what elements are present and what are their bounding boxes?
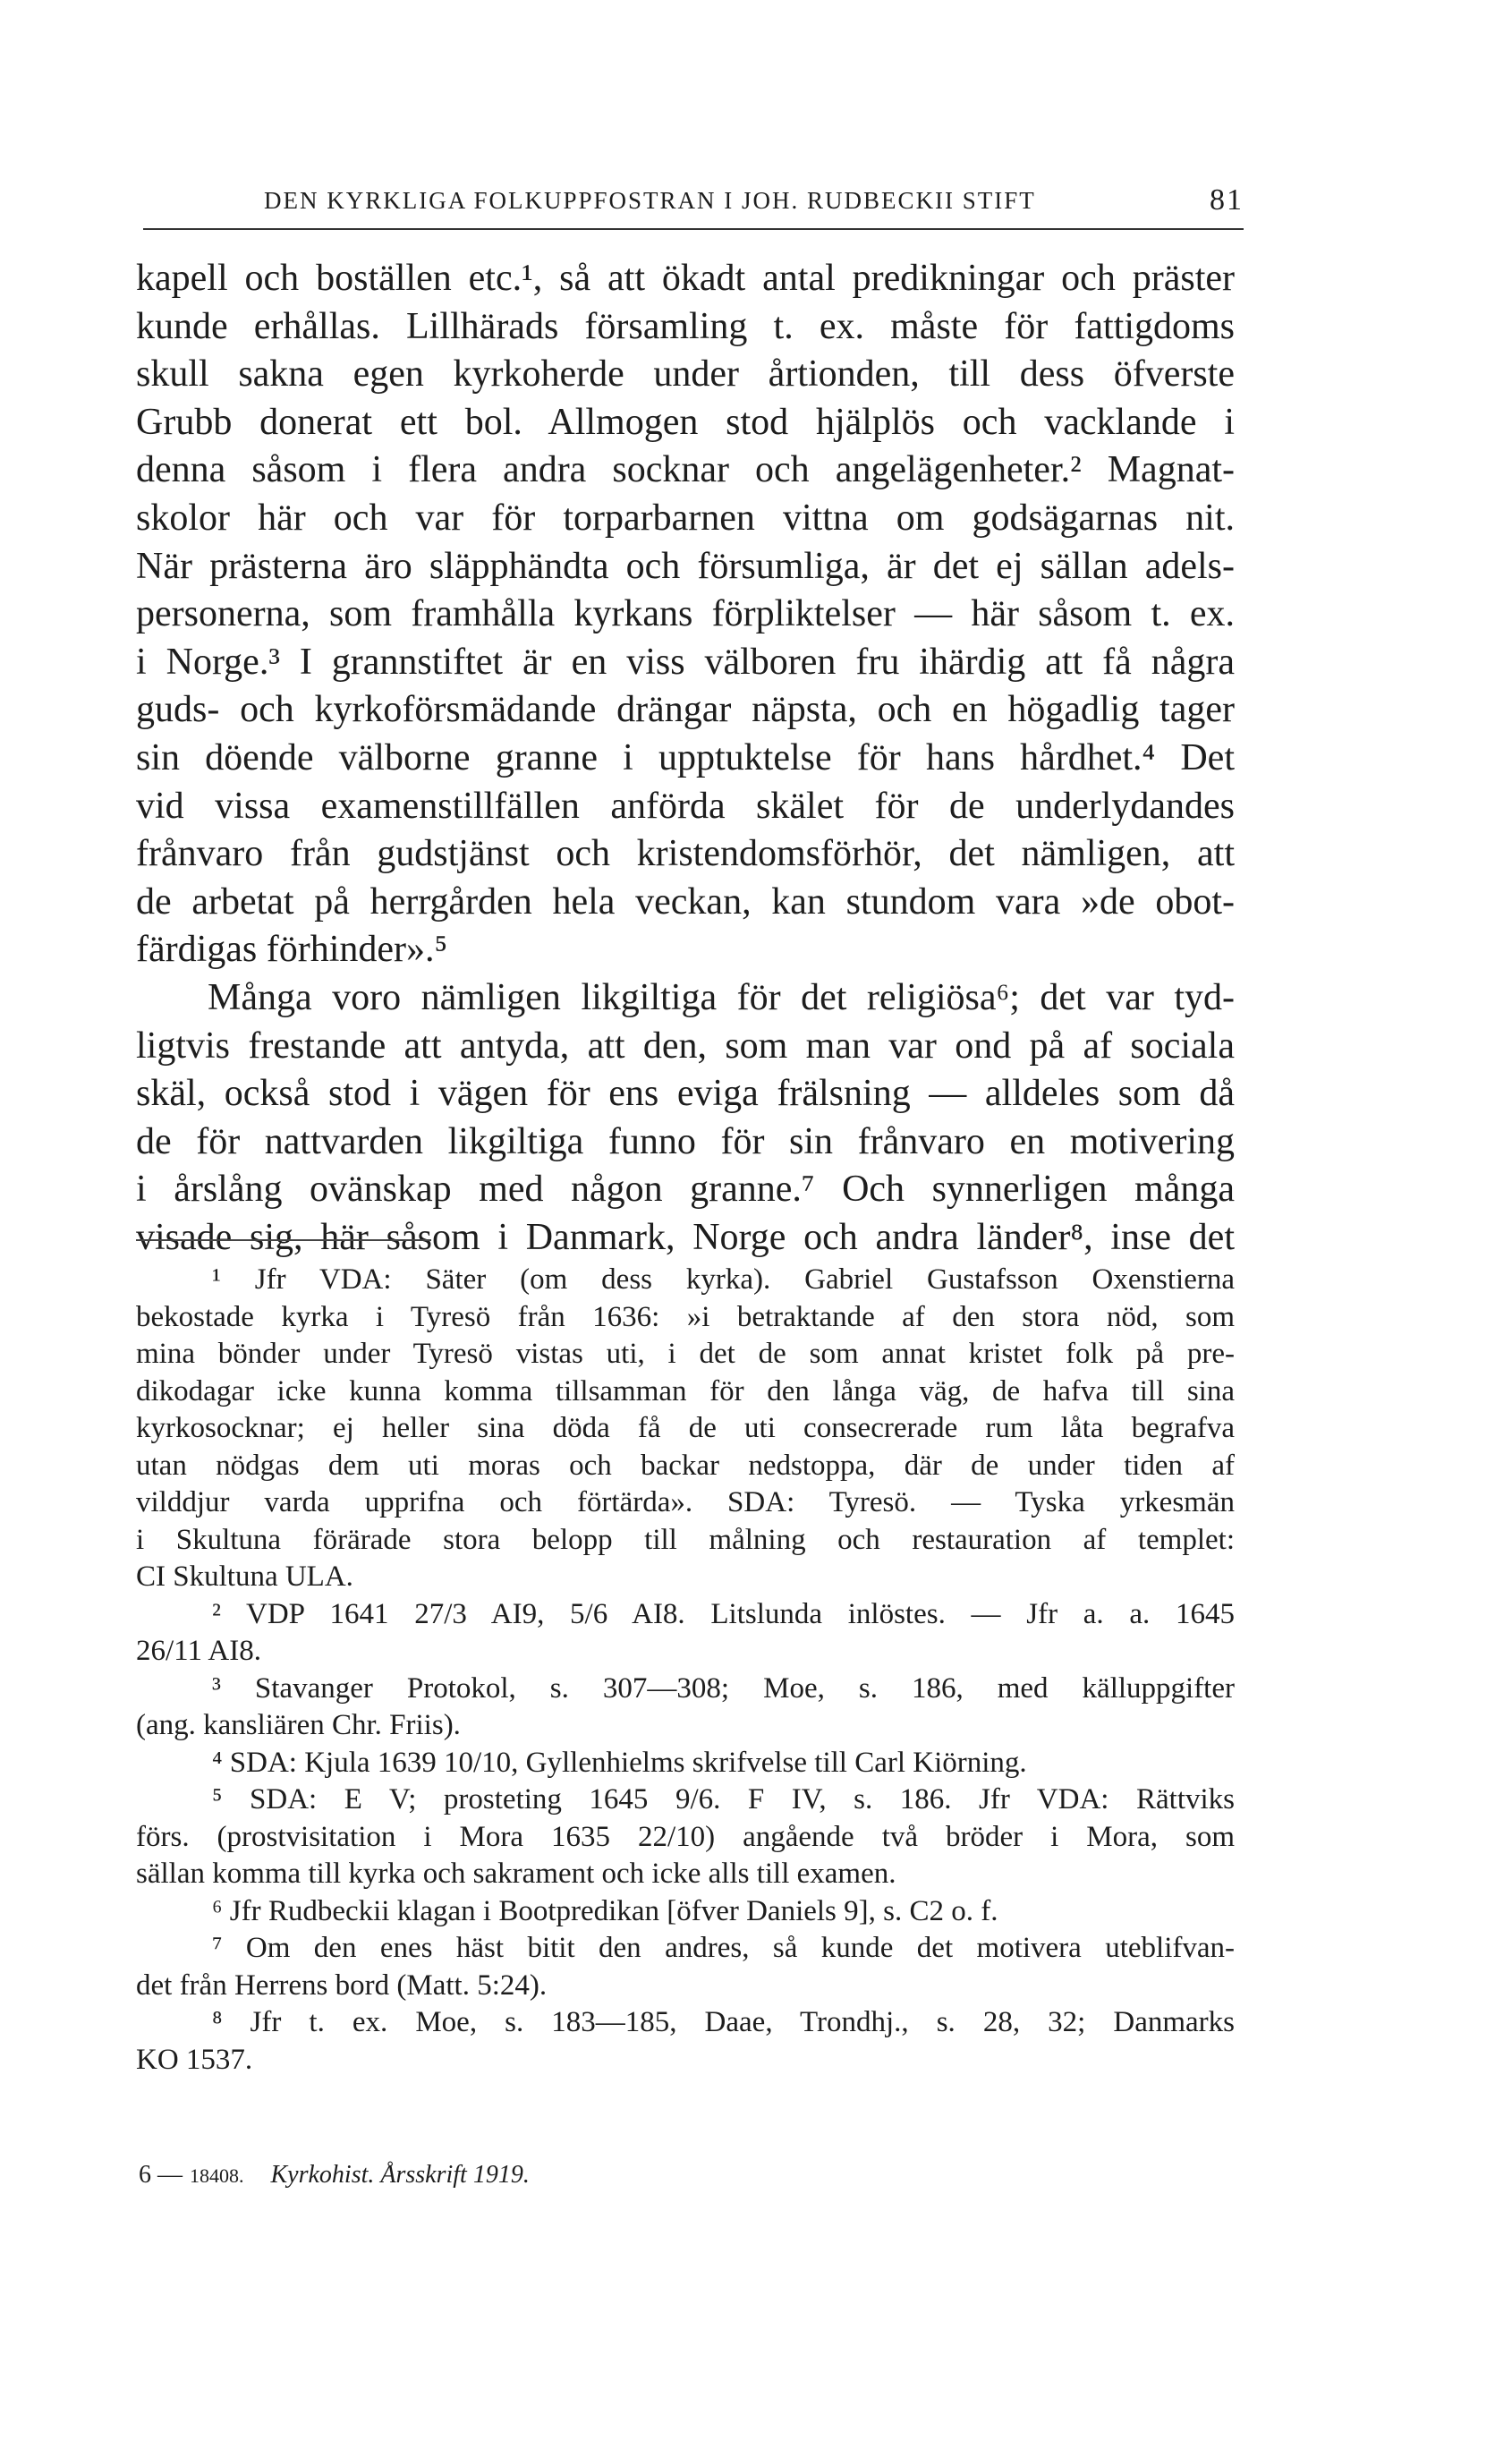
- footnote-line: ⁴ SDA: Kjula 1639 10/10, Gyllenhielms skrifvelse till Carl Kiörning.: [212, 1746, 1027, 1779]
- page-number: 81: [1210, 183, 1244, 217]
- body-line: visade sig, här såsom i Danmark, Norge och andra länder⁸, inse det: [136, 1216, 1235, 1258]
- body-line: kunde erhållas. Lillhärads församling t. ex. måste för fattigdoms: [136, 305, 1235, 347]
- body-line: vid vissa examenstillfällen anförda skälet för de underlydandes: [136, 785, 1235, 827]
- body-line: skull sakna egen kyrkoherde under årtionden, till dess öfverste: [136, 353, 1235, 395]
- journal-title: Kyrkohist. Årsskrift 1919.: [270, 2161, 530, 2189]
- footnote-line: förs. (prostvisitation i Mora 1635 22/10) angående två bröder i Mora, som: [136, 1820, 1235, 1853]
- footnote-line: (ang. kansliären Chr. Friis).: [136, 1709, 461, 1741]
- page-footer: [139, 2161, 530, 2190]
- body-line: frånvaro från gudstjänst och kristendomsförhör, det nämligen, att: [136, 833, 1235, 875]
- body-line: Grubb donerat ett bol. Allmogen stod hjälplös och vacklande i: [136, 401, 1235, 443]
- body-line: Många voro nämligen likgiltiga för det religiösa⁶; det var tyd-: [208, 976, 1235, 1018]
- footnote-rule: [136, 1239, 431, 1241]
- body-line: färdigas förhinder».⁵: [136, 929, 448, 971]
- running-head: [143, 183, 1244, 230]
- footnote-line: ¹ Jfr VDA: Säter (om dess kyrka). Gabriel Gustafsson Oxenstierna: [212, 1263, 1235, 1296]
- footnote-line: 26/11 AI8.: [136, 1635, 261, 1667]
- body-line: i Norge.³ I grannstiftet är en viss välboren fru ihärdig att få några: [136, 641, 1235, 683]
- footnote-line: dikodagar icke kunna komma tillsamman för den långa väg, de hafva till sina: [136, 1374, 1235, 1407]
- footnote-line: vilddjur varda upprifna och förtärda». SDA: Tyresö. — Tyska yrkesmän: [136, 1486, 1235, 1518]
- footnote-line: ² VDP 1641 27/3 AI9, 5/6 AI8. Litslunda inlöstes. — Jfr a. a. 1645: [212, 1597, 1235, 1630]
- sheet-number: 6 —: [139, 2161, 183, 2189]
- body-line: personerna, som framhålla kyrkans förpliktelser — här såsom t. ex.: [136, 593, 1235, 635]
- body-line: kapell och boställen etc.¹, så att ökadt antal predikningar och präster: [136, 258, 1235, 299]
- footnote-line: ⁶ Jfr Rudbeckii klagan i Bootpredikan [öfver Daniels 9], s. C2 o. f.: [212, 1894, 998, 1927]
- footnote-line: ⁸ Jfr t. ex. Moe, s. 183—185, Daae, Trondhj., s. 28, 32; Danmarks: [212, 2006, 1235, 2038]
- footnote-line: i Skultuna förärade stora belopp till målning och restauration af templet:: [136, 1523, 1235, 1556]
- footnote-line: ⁷ Om den enes häst bitit den andres, så kunde det motivera uteblifvan-: [212, 1932, 1235, 1964]
- footnote-line: bekostade kyrka i Tyresö från 1636: »i betraktande af den stora nöd, som: [136, 1300, 1235, 1333]
- footnotes: [136, 1262, 1235, 2079]
- body-line: ligtvis frestande att antyda, att den, som man var ond på af sociala: [136, 1025, 1235, 1067]
- body-line: i årslång ovänskap med någon granne.⁷ Och synnerligen många: [136, 1169, 1235, 1211]
- body-line: denna såsom i flera andra socknar och angelägenheter.² Magnat-: [136, 449, 1235, 491]
- signature-mark: 18408.: [190, 2164, 244, 2187]
- running-title: DEN KYRKLIGA FOLKUPPFOSTRAN I JOH. RUDBECKII STIFT: [264, 187, 1036, 214]
- footnote-line: det från Herrens bord (Matt. 5:24).: [136, 1969, 548, 2002]
- footnote-line: ⁵ SDA: E V; prosteting 1645 9/6. F IV, s. 186. Jfr VDA: Rättviks: [212, 1783, 1235, 1815]
- body-line: När prästerna äro släpphändta och försumliga, är det ej sällan adels-: [136, 545, 1235, 587]
- body-line: skäl, också stod i vägen för ens eviga frälsning — alldeles som då: [136, 1073, 1235, 1115]
- footnote-line: KO 1537.: [136, 2043, 253, 2076]
- footnote-line: mina bönder under Tyresö vistas uti, i det de som annat kristet folk på pre-: [136, 1338, 1235, 1370]
- footnote-line: ³ Stavanger Protokol, s. 307—308; Moe, s. 186, med källuppgifter: [212, 1671, 1235, 1705]
- body-line: guds- och kyrkoförsmädande drängar näpsta, och en högadlig tager: [136, 689, 1235, 731]
- body-line: de arbetat på herrgården hela veckan, kan stundom vara »de obot-: [136, 880, 1235, 923]
- body-line: skolor här och var för torparbarnen vittna om godsägarnas nit.: [136, 497, 1235, 539]
- footnote-line: kyrkosocknar; ej heller sina döda få de uti consecrerade rum låta begrafva: [136, 1412, 1235, 1444]
- footnote-line: utan nödgas dem uti moras och backar nedstoppa, där de under tiden af: [136, 1449, 1235, 1482]
- footnote-line: sällan komma till kyrka och sakrament och icke alls till examen.: [136, 1858, 896, 1890]
- body-line: de för nattvarden likgiltiga funno för sin frånvaro en motivering: [136, 1120, 1235, 1162]
- body-text: [136, 255, 1235, 1262]
- footnote-line: CI Skultuna ULA.: [136, 1560, 353, 1593]
- body-line: sin döende välborne granne i upptuktelse för hans hårdhet.⁴ Det: [136, 736, 1235, 778]
